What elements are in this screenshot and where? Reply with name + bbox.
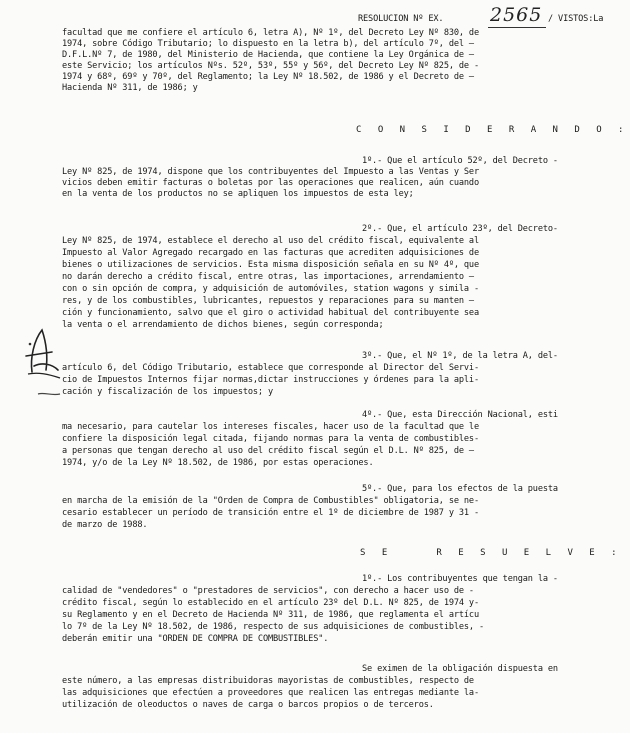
- resolution-number-underline: [488, 27, 546, 28]
- text-line: 1º.- Que el artículo 52º, del Decreto -: [362, 156, 558, 166]
- text-line: utilización de oleoductos o naves de carga o barcos propios o de terceros.: [62, 700, 434, 710]
- text-line: 1974, sobre Código Tributario; lo dispuesto en la letra b), del artículo 7º, del —: [62, 39, 474, 49]
- text-line: 5º.- Que, para los efectos de la puesta: [362, 484, 558, 494]
- text-line: confiere la disposición legal citada, fijando normas para la venta de combustibles-: [62, 434, 479, 444]
- handwritten-initials-mark: [18, 322, 64, 404]
- text-line: calidad de "vendedores" o "prestadores de servicios", con derecho a hacer uso de -: [62, 586, 474, 596]
- text-line: la venta o el arrendamiento de dichos bienes, según corresponda;: [62, 320, 384, 330]
- text-line: en la venta de los productos no se apliquen los impuestos de esta ley;: [62, 189, 414, 199]
- text-line: D.F.L.Nº 7, de 1980, del Ministerio de Hacienda, que contiene la Ley Orgánica de —: [62, 50, 474, 60]
- text-line: crédito fiscal, según lo establecido en el artículo 23º del D.L. Nº 825, de 1974 y-: [62, 598, 479, 608]
- text-line: artículo 6, del Código Tributario, establece que corresponde al Director del Servi-: [62, 363, 479, 373]
- text-line: bienes o utilizaciones de servicios. Esta misma disposición señala en su Nº 4º, que: [62, 260, 479, 270]
- considerando-heading: C O N S I D E R A N D O :: [356, 125, 629, 135]
- text-line: las adquisiciones que efectúen a proveedores que realicen las entregas mediante la-: [62, 688, 479, 698]
- text-line: cesario establecer un período de transición entre el 1º de diciembre de 1987 y 31 -: [62, 508, 479, 518]
- text-line: 1º.- Los contribuyentes que tengan la -: [362, 574, 558, 584]
- text-line: lo 7º de la Ley Nº 18.502, de 1986, respecto de sus adquisiciones de combustibles, -: [62, 622, 485, 632]
- text-line: 4º.- Que, esta Dirección Nacional, esti: [362, 410, 558, 420]
- text-line: Ley Nº 825, de 1974, establece el derecho al uso del crédito fiscal, equivalente al: [62, 236, 479, 246]
- text-line: 2º.- Que, el artículo 23º, del Decreto-: [362, 224, 558, 234]
- text-line: facultad que me confiere el artículo 6, letra A), Nº 1º, del Decreto Ley Nº 830, de: [62, 28, 479, 38]
- resuelve-heading: S E R E S U E L V E :: [360, 548, 623, 558]
- text-line: Hacienda Nº 311, de 1986; y: [62, 83, 198, 93]
- text-line: res, y de los combustibles, lubricantes, repuestos y reparaciones para su manten —: [62, 296, 474, 306]
- text-line: cación y fiscalización de los impuestos; y: [62, 387, 274, 397]
- text-line: vicios deben emitir facturas o boletas por las operaciones que realicen, aún cuando: [62, 178, 479, 188]
- resolution-label: RESOLUCION Nº EX.: [358, 14, 444, 24]
- text-line: ción y funcionamiento, salvo que el giro o actividad habitual del contribuyente sea: [62, 308, 479, 318]
- resolution-number: 2565: [490, 4, 543, 26]
- text-line: con o sin opción de compra, y adquisición de automóviles, station wagons y simila -: [62, 284, 479, 294]
- text-line: a personas que tengan derecho al uso del crédito fiscal según el D.L. Nº 825, de —: [62, 446, 474, 456]
- vistos-label: / VISTOS:La: [548, 14, 604, 24]
- text-line: Ley Nº 825, de 1974, dispone que los contribuyentes del Impuesto a las Ventas y Ser: [62, 167, 479, 177]
- text-line: ma necesario, para cautelar los intereses fiscales, hacer uso de la facultad que le: [62, 422, 479, 432]
- text-line: Se eximen de la obligación dispuesta en: [362, 664, 558, 674]
- text-line: no darán derecho a crédito fiscal, entre otras, las importaciones, arrendamiento —: [62, 272, 474, 282]
- text-line: su Reglamento y en el Decreto de Hacienda Nº 311, de 1986, que reglamenta el artícu: [62, 610, 479, 620]
- text-line: Impuesto al Valor Agregado recargado en las facturas que acrediten adquisiciones de: [62, 248, 479, 258]
- text-line: en marcha de la emisión de la "Orden de Compra de Combustibles" obligatoria, se ne-: [62, 496, 479, 506]
- text-line: este número, a las empresas distribuidoras mayoristas de combustibles, respecto de: [62, 676, 474, 686]
- text-line: 3º.- Que, el Nº 1º, de la letra A, del-: [362, 351, 558, 361]
- text-line: 1974 y 68º, 69º y 70º, del Reglamento; la Ley Nº 18.502, de 1986 y el Decreto de —: [62, 72, 474, 82]
- text-line: 1974, y/o de la Ley Nº 18.502, de 1986, por estas operaciones.: [62, 458, 374, 468]
- text-line: cio de Impuestos Internos fijar normas,dictar instrucciones y órdenes para la apli-: [62, 375, 479, 385]
- text-line: deberán emitir una "ORDEN DE COMPRA DE COMBUSTIBLES".: [62, 634, 329, 644]
- text-line: este Servicio; los artículos Nºs. 52º, 53º, 55º y 56º, del Decreto Ley Nº 825, de -: [62, 61, 479, 71]
- text-line: de marzo de 1988.: [62, 520, 148, 530]
